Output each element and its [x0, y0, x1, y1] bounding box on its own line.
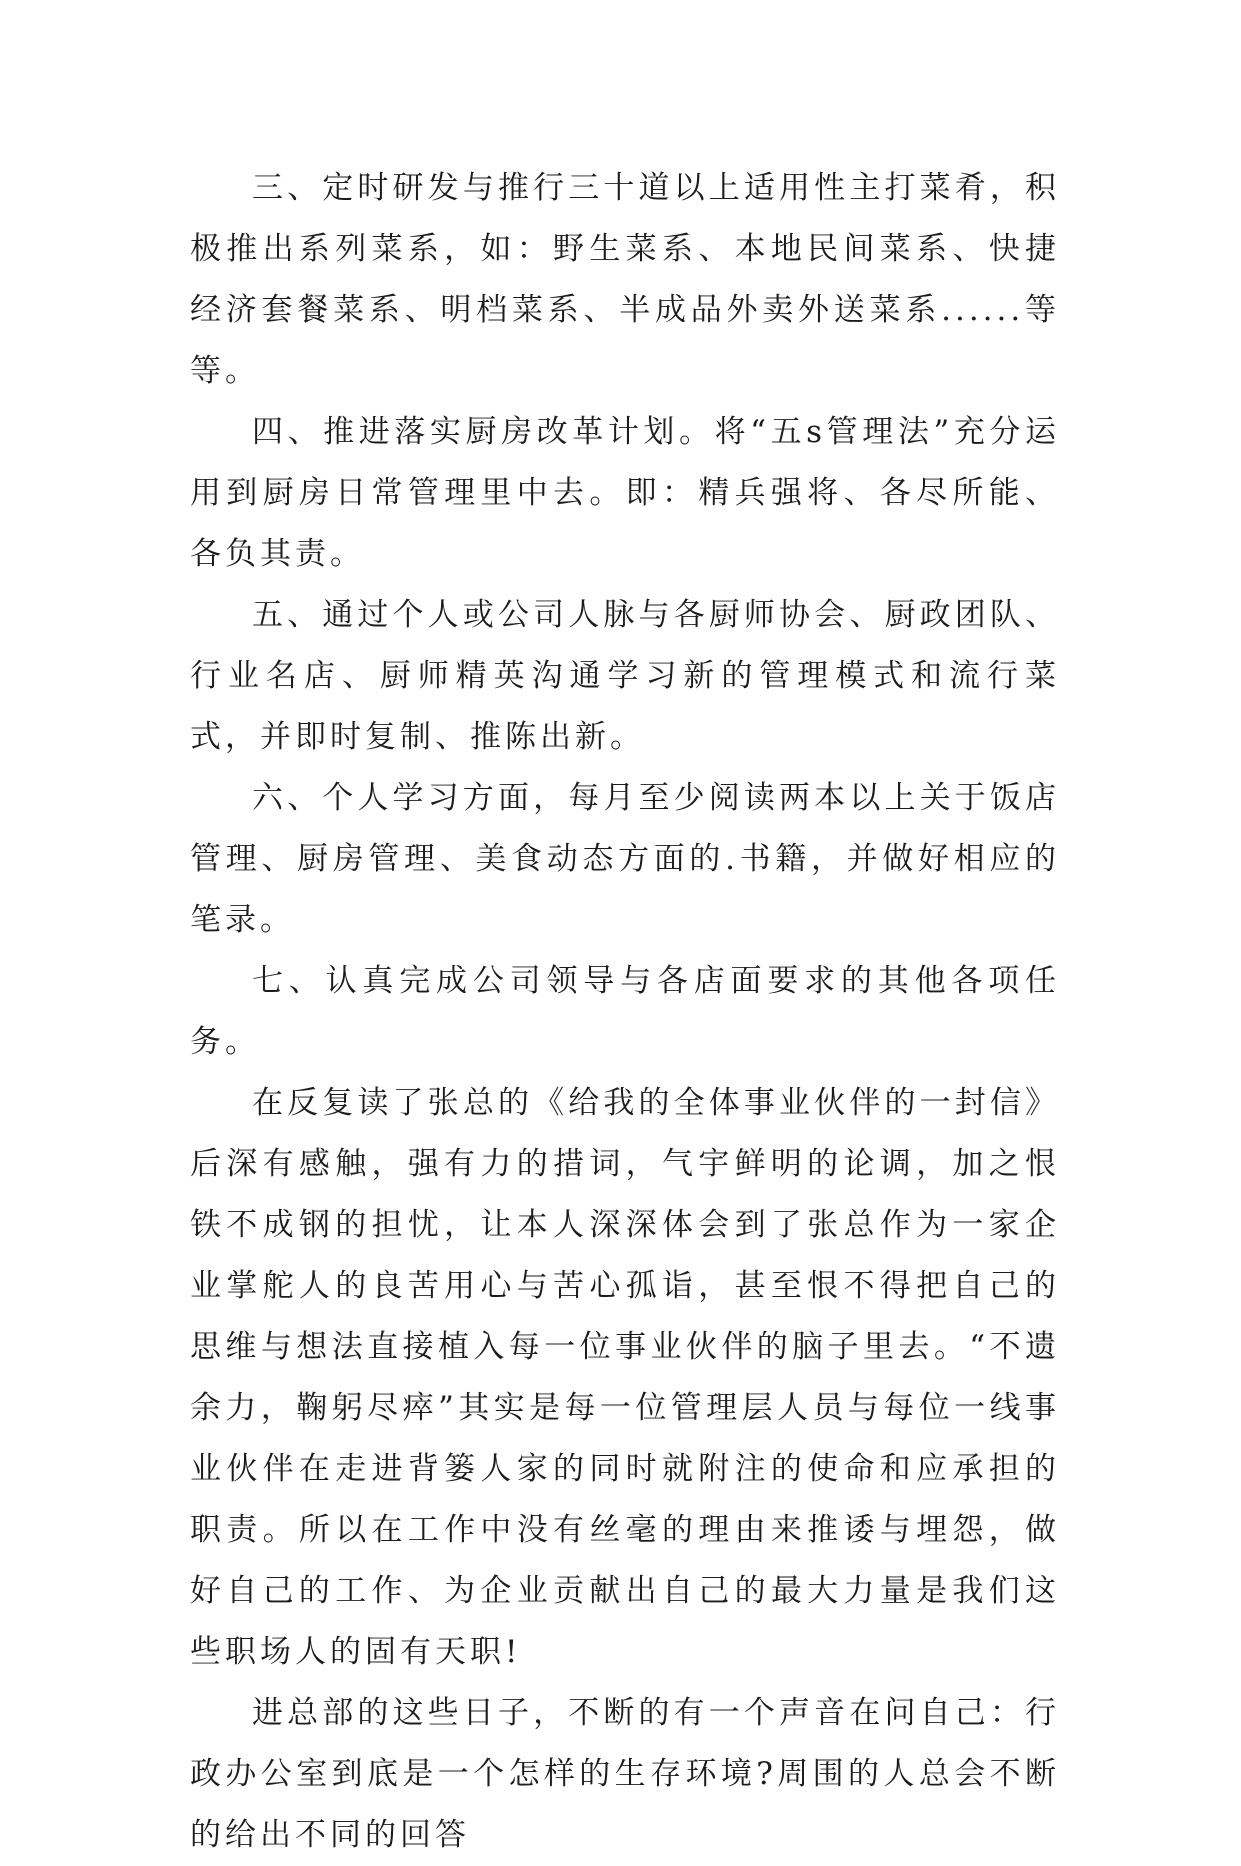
- paragraph-reflection: 在反复读了张总的《给我的全体事业伙伴的一封信》后深有感触，强有力的措词，气宇鲜明的论调，加之恨铁不成钢的担忧，让本人深深体会到了张总作为一家企业掌舵人的良苦用心与苦心孤诣，甚至恨不得把自己的思维与想法直接植入每一位事业伙伴的脑子里去。“不遗余力，鞠躬尽瘁”其实是每一位管理层人员与每位一线事业伙伴在走进背篓人家的同时就附注的使命和应承担的职责。所以在工作中没有丝毫的理由来推诿与埋怨，做好自己的工作、为企业贡献出自己的最大力量是我们这些职场人的固有天职!: [190, 1085, 1060, 1670]
- document-body: [190, 158, 1060, 1866]
- paragraph-item-7: 七、认真完成公司领导与各店面要求的其他各项任务。: [190, 963, 1060, 1060]
- paragraph-item-3: 三、定时研发与推行三十道以上适用性主打菜肴，积极推出系列菜系，如：野生菜系、本地民间菜系、快捷经济套餐菜系、明档菜系、半成品外卖外送菜系......等等。: [190, 170, 1060, 389]
- paragraph-item-5: 五、通过个人或公司人脉与各厨师协会、厨政团队、行业名店、厨师精英沟通学习新的管理模式和流行菜式，并即时复制、推陈出新。: [190, 597, 1060, 755]
- paragraph-headquarters: 进总部的这些日子，不断的有一个声音在问自己：行政办公室到底是一个怎样的生存环境?周围的人总会不断的给出不同的回答: [190, 1695, 1060, 1853]
- paragraph-item-4: 四、推进落实厨房改革计划。将“五s管理法”充分运用到厨房日常管理里中去。即：精兵强将、各尽所能、各负其责。: [190, 414, 1060, 572]
- paragraph-item-6: 六、个人学习方面，每月至少阅读两本以上关于饭店管理、厨房管理、美食动态方面的.书籍，并做好相应的笔录。: [190, 780, 1060, 938]
